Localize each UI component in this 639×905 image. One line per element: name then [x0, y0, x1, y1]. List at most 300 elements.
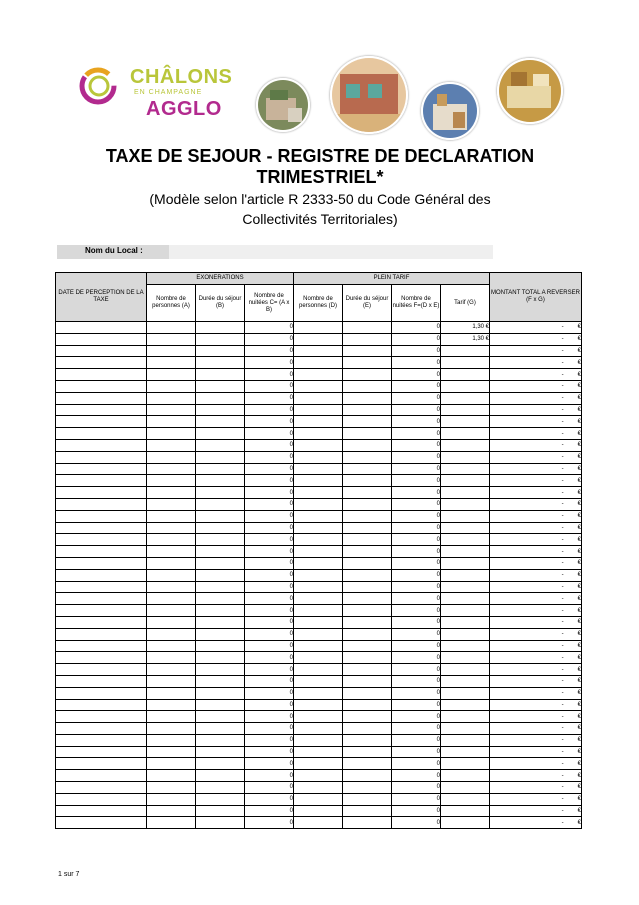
date-cell[interactable]: [56, 534, 147, 546]
nuitees-plein-cell[interactable]: 0: [392, 357, 441, 369]
input-cell[interactable]: [343, 711, 392, 723]
nuitees-plein-cell[interactable]: 0: [392, 817, 441, 829]
input-cell[interactable]: [196, 652, 245, 664]
montant-cell[interactable]: [490, 487, 582, 499]
date-cell[interactable]: [56, 439, 147, 451]
nuitees-exo-cell[interactable]: 0: [245, 369, 294, 381]
input-cell[interactable]: [196, 616, 245, 628]
input-cell[interactable]: [343, 333, 392, 345]
input-cell[interactable]: [196, 734, 245, 746]
montant-cell[interactable]: [490, 392, 582, 404]
date-cell[interactable]: [56, 333, 147, 345]
nuitees-plein-cell[interactable]: 0: [392, 664, 441, 676]
input-cell[interactable]: [294, 392, 343, 404]
input-cell[interactable]: [147, 616, 196, 628]
input-cell[interactable]: [343, 557, 392, 569]
input-cell[interactable]: [343, 793, 392, 805]
input-cell[interactable]: [294, 322, 343, 334]
date-cell[interactable]: [56, 734, 147, 746]
input-cell[interactable]: [196, 510, 245, 522]
date-cell[interactable]: [56, 675, 147, 687]
date-cell[interactable]: [56, 628, 147, 640]
input-cell[interactable]: [147, 793, 196, 805]
input-cell[interactable]: [147, 404, 196, 416]
input-cell[interactable]: [196, 805, 245, 817]
nuitees-exo-cell[interactable]: 0: [245, 758, 294, 770]
input-cell[interactable]: [294, 333, 343, 345]
tarif-cell[interactable]: [441, 569, 490, 581]
input-cell[interactable]: [294, 557, 343, 569]
nuitees-exo-cell[interactable]: 0: [245, 723, 294, 735]
date-cell[interactable]: [56, 793, 147, 805]
nuitees-exo-cell[interactable]: 0: [245, 817, 294, 829]
input-cell[interactable]: [147, 782, 196, 794]
montant-cell[interactable]: [490, 451, 582, 463]
input-cell[interactable]: [196, 322, 245, 334]
input-cell[interactable]: [147, 416, 196, 428]
input-cell[interactable]: [147, 392, 196, 404]
input-cell[interactable]: [147, 369, 196, 381]
nuitees-plein-cell[interactable]: 0: [392, 333, 441, 345]
input-cell[interactable]: [196, 404, 245, 416]
tarif-cell[interactable]: [441, 475, 490, 487]
montant-cell[interactable]: [490, 510, 582, 522]
nuitees-plein-cell[interactable]: 0: [392, 793, 441, 805]
date-cell[interactable]: [56, 699, 147, 711]
input-cell[interactable]: [343, 475, 392, 487]
montant-cell[interactable]: [490, 416, 582, 428]
montant-cell[interactable]: [490, 581, 582, 593]
input-cell[interactable]: [343, 428, 392, 440]
input-cell[interactable]: [343, 322, 392, 334]
input-cell[interactable]: [343, 581, 392, 593]
input-cell[interactable]: [147, 534, 196, 546]
input-cell[interactable]: [147, 675, 196, 687]
input-cell[interactable]: [294, 817, 343, 829]
tarif-cell[interactable]: [441, 498, 490, 510]
nuitees-exo-cell[interactable]: 0: [245, 593, 294, 605]
input-cell[interactable]: [294, 770, 343, 782]
input-cell[interactable]: [343, 782, 392, 794]
tarif-cell[interactable]: [441, 793, 490, 805]
tarif-cell[interactable]: [441, 345, 490, 357]
input-cell[interactable]: [196, 770, 245, 782]
nuitees-plein-cell[interactable]: 0: [392, 699, 441, 711]
input-cell[interactable]: [294, 734, 343, 746]
input-cell[interactable]: [196, 439, 245, 451]
input-cell[interactable]: [147, 734, 196, 746]
nuitees-plein-cell[interactable]: 0: [392, 439, 441, 451]
date-cell[interactable]: [56, 369, 147, 381]
input-cell[interactable]: [294, 357, 343, 369]
input-cell[interactable]: [196, 416, 245, 428]
nuitees-plein-cell[interactable]: 0: [392, 581, 441, 593]
input-cell[interactable]: [294, 451, 343, 463]
input-cell[interactable]: [343, 404, 392, 416]
nuitees-exo-cell[interactable]: 0: [245, 782, 294, 794]
tarif-cell[interactable]: [441, 557, 490, 569]
input-cell[interactable]: [294, 439, 343, 451]
date-cell[interactable]: [56, 404, 147, 416]
montant-cell[interactable]: [490, 534, 582, 546]
date-cell[interactable]: [56, 392, 147, 404]
input-cell[interactable]: [147, 322, 196, 334]
montant-cell[interactable]: [490, 593, 582, 605]
input-cell[interactable]: [196, 498, 245, 510]
input-cell[interactable]: [147, 770, 196, 782]
nuitees-exo-cell[interactable]: 0: [245, 428, 294, 440]
tarif-cell[interactable]: [441, 699, 490, 711]
nuitees-plein-cell[interactable]: 0: [392, 451, 441, 463]
nuitees-exo-cell[interactable]: 0: [245, 416, 294, 428]
date-cell[interactable]: [56, 451, 147, 463]
input-cell[interactable]: [343, 593, 392, 605]
input-cell[interactable]: [196, 451, 245, 463]
nuitees-exo-cell[interactable]: 0: [245, 675, 294, 687]
input-cell[interactable]: [196, 581, 245, 593]
tarif-cell[interactable]: [441, 734, 490, 746]
input-cell[interactable]: [343, 357, 392, 369]
nuitees-plein-cell[interactable]: 0: [392, 428, 441, 440]
input-cell[interactable]: [147, 380, 196, 392]
input-cell[interactable]: [343, 439, 392, 451]
input-cell[interactable]: [294, 380, 343, 392]
date-cell[interactable]: [56, 498, 147, 510]
input-cell[interactable]: [147, 475, 196, 487]
input-cell[interactable]: [147, 557, 196, 569]
nuitees-plein-cell[interactable]: 0: [392, 392, 441, 404]
nuitees-plein-cell[interactable]: 0: [392, 546, 441, 558]
montant-cell[interactable]: [490, 723, 582, 735]
date-cell[interactable]: [56, 322, 147, 334]
montant-cell[interactable]: [490, 605, 582, 617]
nuitees-plein-cell[interactable]: 0: [392, 569, 441, 581]
date-cell[interactable]: [56, 711, 147, 723]
tarif-cell[interactable]: 1,30 €: [441, 333, 490, 345]
tarif-cell[interactable]: [441, 357, 490, 369]
tarif-cell[interactable]: [441, 510, 490, 522]
tarif-cell[interactable]: [441, 392, 490, 404]
input-cell[interactable]: [294, 805, 343, 817]
input-cell[interactable]: [294, 345, 343, 357]
tarif-cell[interactable]: [441, 546, 490, 558]
nuitees-plein-cell[interactable]: 0: [392, 723, 441, 735]
montant-cell[interactable]: [490, 746, 582, 758]
input-cell[interactable]: [294, 699, 343, 711]
input-cell[interactable]: [294, 605, 343, 617]
montant-cell[interactable]: [490, 546, 582, 558]
montant-cell[interactable]: [490, 404, 582, 416]
nuitees-plein-cell[interactable]: 0: [392, 534, 441, 546]
input-cell[interactable]: [343, 498, 392, 510]
input-cell[interactable]: [196, 463, 245, 475]
input-cell[interactable]: [196, 534, 245, 546]
nuitees-plein-cell[interactable]: 0: [392, 616, 441, 628]
montant-cell[interactable]: [490, 664, 582, 676]
nuitees-exo-cell[interactable]: 0: [245, 392, 294, 404]
input-cell[interactable]: [147, 746, 196, 758]
input-cell[interactable]: [294, 522, 343, 534]
input-cell[interactable]: [294, 675, 343, 687]
date-cell[interactable]: [56, 557, 147, 569]
nuitees-exo-cell[interactable]: 0: [245, 793, 294, 805]
date-cell[interactable]: [56, 805, 147, 817]
input-cell[interactable]: [196, 628, 245, 640]
nuitees-plein-cell[interactable]: 0: [392, 475, 441, 487]
nuitees-exo-cell[interactable]: 0: [245, 498, 294, 510]
input-cell[interactable]: [147, 758, 196, 770]
input-cell[interactable]: [196, 546, 245, 558]
date-cell[interactable]: [56, 380, 147, 392]
input-cell[interactable]: [294, 428, 343, 440]
nuitees-plein-cell[interactable]: 0: [392, 687, 441, 699]
tarif-cell[interactable]: [441, 723, 490, 735]
nuitees-exo-cell[interactable]: 0: [245, 475, 294, 487]
tarif-cell[interactable]: [441, 534, 490, 546]
montant-cell[interactable]: [490, 817, 582, 829]
tarif-cell[interactable]: [441, 439, 490, 451]
input-cell[interactable]: [196, 675, 245, 687]
date-cell[interactable]: [56, 746, 147, 758]
input-cell[interactable]: [196, 711, 245, 723]
date-cell[interactable]: [56, 522, 147, 534]
local-name-field[interactable]: [169, 245, 493, 259]
input-cell[interactable]: [147, 628, 196, 640]
input-cell[interactable]: [196, 569, 245, 581]
input-cell[interactable]: [294, 640, 343, 652]
input-cell[interactable]: [343, 534, 392, 546]
nuitees-plein-cell[interactable]: 0: [392, 487, 441, 499]
input-cell[interactable]: [294, 534, 343, 546]
date-cell[interactable]: [56, 475, 147, 487]
nuitees-exo-cell[interactable]: 0: [245, 734, 294, 746]
input-cell[interactable]: [147, 593, 196, 605]
montant-cell[interactable]: [490, 463, 582, 475]
input-cell[interactable]: [147, 711, 196, 723]
tarif-cell[interactable]: [441, 463, 490, 475]
input-cell[interactable]: [343, 569, 392, 581]
date-cell[interactable]: [56, 652, 147, 664]
tarif-cell[interactable]: 1,30 €: [441, 322, 490, 334]
montant-cell[interactable]: [490, 652, 582, 664]
input-cell[interactable]: [343, 380, 392, 392]
nuitees-plein-cell[interactable]: 0: [392, 758, 441, 770]
montant-cell[interactable]: [490, 439, 582, 451]
nuitees-plein-cell[interactable]: 0: [392, 322, 441, 334]
input-cell[interactable]: [147, 357, 196, 369]
nuitees-exo-cell[interactable]: 0: [245, 616, 294, 628]
input-cell[interactable]: [294, 487, 343, 499]
input-cell[interactable]: [343, 392, 392, 404]
date-cell[interactable]: [56, 345, 147, 357]
date-cell[interactable]: [56, 616, 147, 628]
input-cell[interactable]: [294, 664, 343, 676]
date-cell[interactable]: [56, 546, 147, 558]
date-cell[interactable]: [56, 687, 147, 699]
nuitees-exo-cell[interactable]: 0: [245, 746, 294, 758]
montant-cell[interactable]: [490, 357, 582, 369]
nuitees-plein-cell[interactable]: 0: [392, 463, 441, 475]
montant-cell[interactable]: [490, 793, 582, 805]
input-cell[interactable]: [294, 652, 343, 664]
nuitees-plein-cell[interactable]: 0: [392, 652, 441, 664]
input-cell[interactable]: [343, 758, 392, 770]
montant-cell[interactable]: [490, 475, 582, 487]
nuitees-exo-cell[interactable]: 0: [245, 380, 294, 392]
input-cell[interactable]: [294, 746, 343, 758]
tarif-cell[interactable]: [441, 817, 490, 829]
input-cell[interactable]: [294, 510, 343, 522]
input-cell[interactable]: [147, 699, 196, 711]
date-cell[interactable]: [56, 487, 147, 499]
nuitees-plein-cell[interactable]: 0: [392, 345, 441, 357]
tarif-cell[interactable]: [441, 758, 490, 770]
input-cell[interactable]: [343, 652, 392, 664]
montant-cell[interactable]: [490, 428, 582, 440]
nuitees-exo-cell[interactable]: 0: [245, 664, 294, 676]
input-cell[interactable]: [196, 333, 245, 345]
input-cell[interactable]: [343, 416, 392, 428]
date-cell[interactable]: [56, 770, 147, 782]
montant-cell[interactable]: [490, 805, 582, 817]
input-cell[interactable]: [294, 546, 343, 558]
nuitees-exo-cell[interactable]: 0: [245, 357, 294, 369]
input-cell[interactable]: [294, 687, 343, 699]
input-cell[interactable]: [343, 746, 392, 758]
tarif-cell[interactable]: [441, 711, 490, 723]
input-cell[interactable]: [196, 793, 245, 805]
date-cell[interactable]: [56, 581, 147, 593]
nuitees-exo-cell[interactable]: 0: [245, 581, 294, 593]
nuitees-exo-cell[interactable]: 0: [245, 805, 294, 817]
nuitees-exo-cell[interactable]: 0: [245, 699, 294, 711]
input-cell[interactable]: [147, 439, 196, 451]
nuitees-exo-cell[interactable]: 0: [245, 439, 294, 451]
nuitees-plein-cell[interactable]: 0: [392, 746, 441, 758]
montant-cell[interactable]: [490, 522, 582, 534]
input-cell[interactable]: [147, 498, 196, 510]
nuitees-plein-cell[interactable]: 0: [392, 782, 441, 794]
input-cell[interactable]: [147, 333, 196, 345]
date-cell[interactable]: [56, 510, 147, 522]
nuitees-plein-cell[interactable]: 0: [392, 711, 441, 723]
tarif-cell[interactable]: [441, 487, 490, 499]
input-cell[interactable]: [147, 805, 196, 817]
input-cell[interactable]: [147, 463, 196, 475]
nuitees-plein-cell[interactable]: 0: [392, 557, 441, 569]
input-cell[interactable]: [196, 475, 245, 487]
tarif-cell[interactable]: [441, 664, 490, 676]
input-cell[interactable]: [343, 546, 392, 558]
montant-cell[interactable]: [490, 322, 582, 334]
tarif-cell[interactable]: [441, 687, 490, 699]
date-cell[interactable]: [56, 569, 147, 581]
input-cell[interactable]: [147, 723, 196, 735]
input-cell[interactable]: [343, 616, 392, 628]
nuitees-exo-cell[interactable]: 0: [245, 510, 294, 522]
date-cell[interactable]: [56, 640, 147, 652]
montant-cell[interactable]: [490, 687, 582, 699]
input-cell[interactable]: [147, 687, 196, 699]
nuitees-exo-cell[interactable]: 0: [245, 463, 294, 475]
nuitees-exo-cell[interactable]: 0: [245, 628, 294, 640]
input-cell[interactable]: [196, 687, 245, 699]
input-cell[interactable]: [343, 640, 392, 652]
input-cell[interactable]: [343, 522, 392, 534]
montant-cell[interactable]: [490, 380, 582, 392]
input-cell[interactable]: [343, 451, 392, 463]
input-cell[interactable]: [343, 687, 392, 699]
input-cell[interactable]: [343, 487, 392, 499]
date-cell[interactable]: [56, 723, 147, 735]
tarif-cell[interactable]: [441, 428, 490, 440]
montant-cell[interactable]: [490, 711, 582, 723]
nuitees-plein-cell[interactable]: 0: [392, 675, 441, 687]
date-cell[interactable]: [56, 782, 147, 794]
montant-cell[interactable]: [490, 345, 582, 357]
input-cell[interactable]: [294, 463, 343, 475]
montant-cell[interactable]: [490, 640, 582, 652]
input-cell[interactable]: [196, 758, 245, 770]
tarif-cell[interactable]: [441, 451, 490, 463]
input-cell[interactable]: [147, 605, 196, 617]
date-cell[interactable]: [56, 463, 147, 475]
input-cell[interactable]: [343, 369, 392, 381]
input-cell[interactable]: [294, 758, 343, 770]
tarif-cell[interactable]: [441, 605, 490, 617]
nuitees-exo-cell[interactable]: 0: [245, 487, 294, 499]
input-cell[interactable]: [294, 475, 343, 487]
input-cell[interactable]: [294, 593, 343, 605]
nuitees-plein-cell[interactable]: 0: [392, 510, 441, 522]
nuitees-exo-cell[interactable]: 0: [245, 333, 294, 345]
input-cell[interactable]: [196, 723, 245, 735]
tarif-cell[interactable]: [441, 628, 490, 640]
input-cell[interactable]: [196, 593, 245, 605]
input-cell[interactable]: [343, 345, 392, 357]
input-cell[interactable]: [147, 510, 196, 522]
input-cell[interactable]: [147, 581, 196, 593]
input-cell[interactable]: [294, 416, 343, 428]
date-cell[interactable]: [56, 758, 147, 770]
date-cell[interactable]: [56, 357, 147, 369]
nuitees-plein-cell[interactable]: 0: [392, 734, 441, 746]
input-cell[interactable]: [196, 380, 245, 392]
tarif-cell[interactable]: [441, 416, 490, 428]
nuitees-plein-cell[interactable]: 0: [392, 404, 441, 416]
input-cell[interactable]: [147, 640, 196, 652]
input-cell[interactable]: [147, 652, 196, 664]
input-cell[interactable]: [147, 451, 196, 463]
tarif-cell[interactable]: [441, 404, 490, 416]
input-cell[interactable]: [147, 522, 196, 534]
nuitees-exo-cell[interactable]: 0: [245, 652, 294, 664]
tarif-cell[interactable]: [441, 652, 490, 664]
nuitees-plein-cell[interactable]: 0: [392, 805, 441, 817]
date-cell[interactable]: [56, 817, 147, 829]
montant-cell[interactable]: [490, 770, 582, 782]
input-cell[interactable]: [294, 569, 343, 581]
nuitees-exo-cell[interactable]: 0: [245, 322, 294, 334]
input-cell[interactable]: [196, 605, 245, 617]
tarif-cell[interactable]: [441, 675, 490, 687]
tarif-cell[interactable]: [441, 593, 490, 605]
input-cell[interactable]: [294, 723, 343, 735]
input-cell[interactable]: [343, 463, 392, 475]
input-cell[interactable]: [294, 581, 343, 593]
input-cell[interactable]: [343, 664, 392, 676]
nuitees-plein-cell[interactable]: 0: [392, 640, 441, 652]
